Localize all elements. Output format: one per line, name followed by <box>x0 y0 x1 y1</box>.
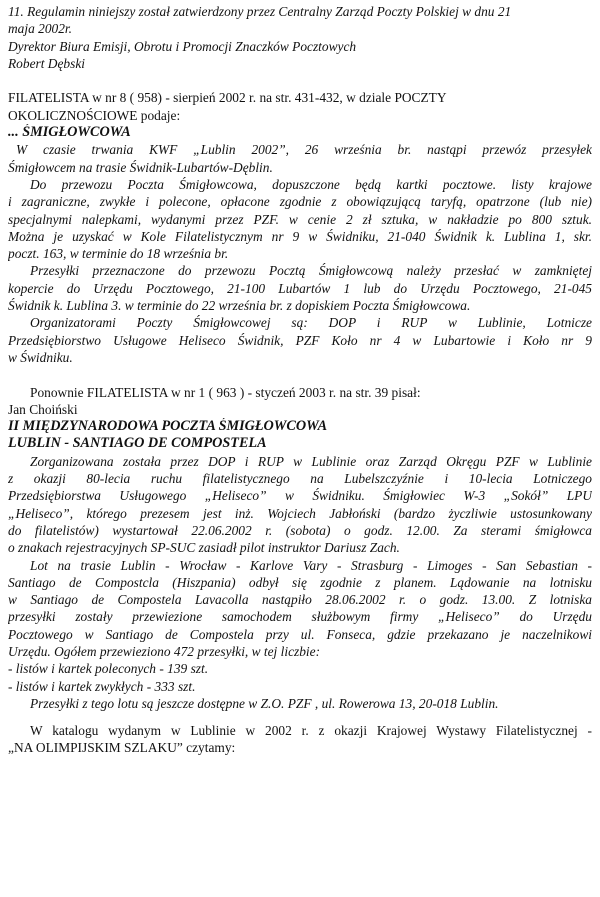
body-line: Zorganizowana została przez DOP i RUP w Lublinie oraz Zarząd Okręgu PZF w Lublinie <box>30 453 592 469</box>
body-line: Świdnik k. Lublina 3. w terminie do 22 września br. z dopiskiem Poczta Śmigłowcowa. <box>8 298 471 314</box>
body-line: specjalnymi nalepkami, wydanymi przez PZF. w cenie 2 zł sztuka, w nakładzie po 800 sztuk. <box>8 211 592 227</box>
body-line: Przedsiębiorstwo Usługowe Heliseco Świdnik, PZF Koło nr 4 w Lubartowie i Koło nr 9 <box>8 332 592 348</box>
regulation-closing <box>8 3 592 72</box>
list-item: - listów i kartek poleconych - 139 szt. <box>8 661 209 677</box>
body-line: w Santiago de Compostela Lavacolla nastąpiło 28.06.2002 r. o godz. 13.00. Z lotniska <box>8 592 592 608</box>
body-line: w Świdniku. <box>8 349 73 365</box>
body-line: Przesyłki z tego lotu są jeszcze dostępne w Z.O. PZF , ul. Rowerowa 13, 20-018 Lublin. <box>30 695 499 711</box>
regulation-date-line: maja 2002r. <box>8 21 72 37</box>
body-line: Śmigłowcem na trasie Świdnik-Lubartów-Dęblin. <box>8 159 273 175</box>
body-line: Do przewozu Poczta Śmigłowcowa, dopuszczone będą kartki pocztowe. listy krajowe <box>30 176 592 192</box>
article-title: ... ŚMIGŁOWCOWA <box>8 124 131 141</box>
article-title: II MIĘDZYNARODOWA POCZTA ŚMIGŁOWCOWA <box>8 418 328 435</box>
body-line: kopercie do Urzędu Pocztowego, 21-100 Lubartów 1 lub do Urzędu Pocztowego, 21-045 <box>8 280 592 296</box>
body-line: W czasie trwania KWF „Lublin 2002”, 26 września br. nastąpi przewóz przesyłek <box>16 142 592 158</box>
article-body <box>8 141 592 366</box>
body-line: Organizatorami Poczty Śmigłowcowej są: DOP i RUP w Lublinie, Lotnicze <box>30 315 592 331</box>
body-line: „NA OLIMPIJSKIM SZLAKU” czytamy: <box>8 740 236 756</box>
document-page <box>8 3 592 757</box>
body-line: z okazji 80-lecia ruchu filatelistycznego na Lubelszczyźnie i 10-lecia Lotniczego <box>8 471 592 487</box>
body-line: Urzędu. Ogółem przewieziono 472 przesyłki, w tej liczbie: <box>8 643 321 659</box>
body-line: i zagraniczne, zwykłe i polecone, opłacone zgodnie z obowiązującą taryfą, opatrzone (lub nie) <box>8 194 592 210</box>
article-body <box>8 453 592 712</box>
body-line: poczt. 163, w terminie do 18 września br. <box>8 246 229 262</box>
body-line: o znakach rejestracyjnych SP-SUC zasiadł pilot instruktor Dariusz Zach. <box>8 540 400 556</box>
catalogue-section <box>8 722 592 757</box>
filatelista-nr1-section <box>8 384 592 713</box>
body-line: Przesyłki przeznaczone do przewozu Pocztą Śmigłowcową należy przesłać w zamkniętej <box>30 263 592 279</box>
section-intro-line: FILATELISTA w nr 8 ( 958) - sierpień 2002 r. na str. 431-432, w dziale POCZTY <box>8 90 447 106</box>
body-line: Można je uzyskać w Kole Filatelistycznym nr 9 w Świdniku, 21-040 Świdnik k. Lublina 1, skr. <box>8 228 592 244</box>
regulation-point-11: 11. Regulamin niniejszy został zatwierdzony przez Centralny Zarząd Poczty Polskiej w dnu 21 <box>8 4 512 19</box>
body-line: Pocztowego w Santiago de Compostela przy ul. Fonseca, gdzie przekazano je naczelnikowi <box>8 626 592 642</box>
article-author: Jan Choiński <box>8 401 78 417</box>
body-line: Lot na trasie Lublin - Wrocław - Karlove Vary - Strasburg - Limoges - San Sebastian - <box>30 557 592 573</box>
section-intro-line: Ponownie FILATELISTA w nr 1 ( 963 ) - styczeń 2003 r. na str. 39 pisał: <box>30 384 421 400</box>
body-line: Przedsiębiorstwa Usługowego „Heliseco” w Świdniku. Śmigłowiec W-3 „Sokół” LPU <box>8 488 592 504</box>
list-item: - listów i kartek zwykłych - 333 szt. <box>8 678 196 694</box>
body-line: Santiago de Compostcla (Hiszpania) odbył się zgodnie z planem. Lądowanie na lotnisku <box>8 574 592 590</box>
director-title: Dyrektor Biura Emisji, Obrotu i Promocji Znaczków Pocztowych <box>8 38 357 54</box>
section-intro-line: OKOLICZNOŚCIOWE podaje: <box>8 107 181 123</box>
article-subtitle: LUBLIN - SANTIAGO DE COMPOSTELA <box>8 435 267 452</box>
filatelista-nr8-section <box>8 89 592 366</box>
director-name: Robert Dębski <box>8 55 85 71</box>
body-line: „Heliseco”, którego prezesem jest inż. Wojciech Jabłoński (bardzo życzliwie ustosunkowany <box>8 505 592 521</box>
body-line: W katalogu wydanym w Lublinie w 2002 r. z okazji Krajowej Wystawy Filatelistycznej - <box>30 723 592 739</box>
body-line: przesyłki zostały przewiezione samochodem służbowym firmy „Heliseco” do Urzędu <box>8 609 592 625</box>
body-line: do filatelistów) wystartował 22.06.2002 r. (sobota) o godz. 12.00. Za sterami śmigłowca <box>8 522 592 538</box>
